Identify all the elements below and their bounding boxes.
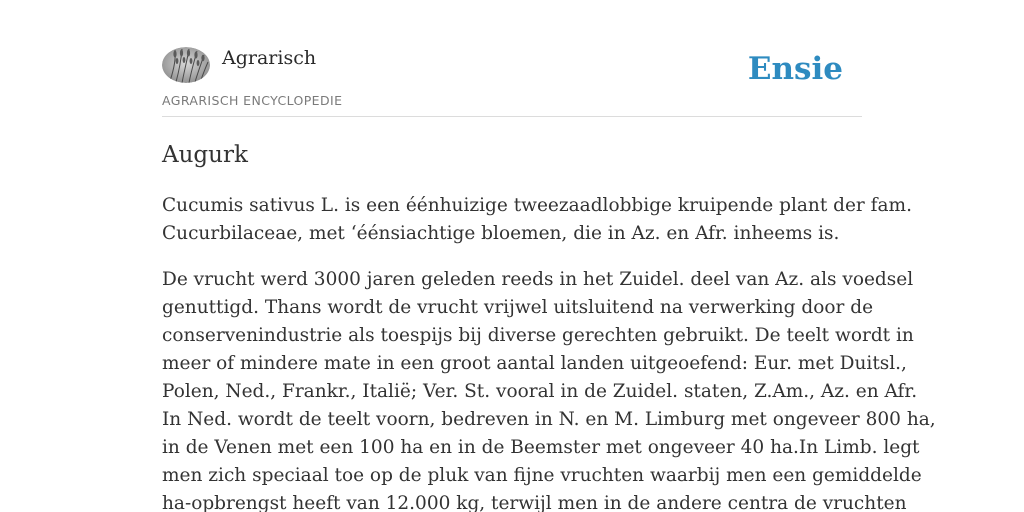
text-line: In Ned. wordt de teelt voorn, bedreven in N. en M. Limburg met ongeveer 800 ha, (162, 409, 936, 430)
text-line: genuttigd. Thans wordt de vrucht vrijwel uitsluitend na verwerking door de (162, 297, 874, 318)
article-title: Augurk (162, 142, 248, 168)
source-subtitle: AGRARISCH ENCYCLOPEDIE (162, 93, 343, 108)
brand-logo[interactable]: Ensie (747, 51, 843, 87)
text-line: meer of mindere mate in een groot aantal landen uitgeoefend: Eur. met Duitsl., (162, 353, 907, 374)
paragraph (162, 192, 912, 248)
wheat-ears-icon[interactable] (162, 47, 210, 83)
text-line: in de Venen met een 100 ha en in de Beemster met ongeveer 40 ha.In Limb. legt (162, 437, 920, 458)
source-header (162, 44, 862, 117)
text-line: conservenindustrie als toespijs bij diverse gerechten gebruikt. De teelt wordt in (162, 325, 914, 346)
paragraph (162, 266, 936, 512)
article-body (162, 192, 936, 512)
text-line: Cucumis sativus L. is een éénhuizige tweezaadlobbige kruipende plant der fam. (162, 195, 912, 216)
text-line: Cucurbilaceae, met ‘éénsiachtige bloemen, die in Az. en Afr. inheems is. (162, 223, 840, 244)
text-line: Polen, Ned., Frankr., Italië; Ver. St. vooral in de Zuidel. staten, Z.Am., Az. en Afr. (162, 381, 918, 402)
text-line: ha-opbrengst heeft van 12.000 kg, terwijl men in de andere centra de vruchten (162, 493, 907, 512)
source-name-link[interactable]: Agrarisch (222, 47, 317, 69)
text-line: men zich speciaal toe op de pluk van fijne vruchten waarbij men een gemiddelde (162, 465, 922, 486)
text-line: De vrucht werd 3000 jaren geleden reeds in het Zuidel. deel van Az. als voedsel (162, 269, 914, 290)
